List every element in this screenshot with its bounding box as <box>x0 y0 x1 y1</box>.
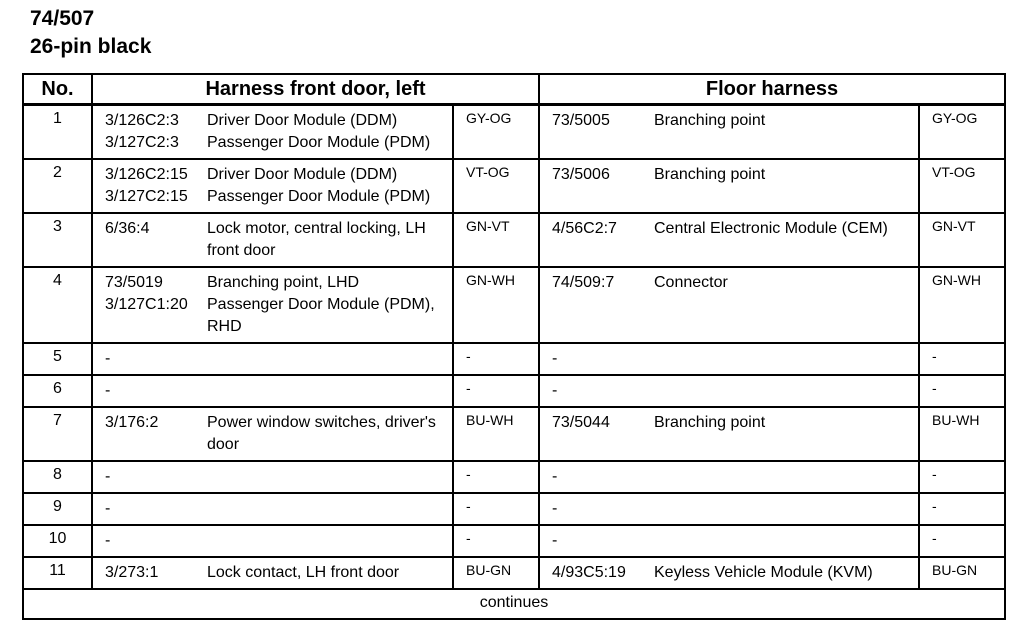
component-description <box>654 348 918 370</box>
left-wire-color: - <box>453 461 539 493</box>
component-code: 3/176:2 <box>105 414 159 431</box>
right-harness-entry <box>540 498 918 520</box>
component-code: - <box>552 382 558 399</box>
pin-assignment-table <box>22 73 1006 620</box>
component-code: - <box>105 468 111 485</box>
component-description: Driver Door Module (DDM) <box>207 112 398 129</box>
component-code: 6/36:4 <box>105 220 150 237</box>
table-row <box>23 213 1005 267</box>
component-description: Branching point, LHD <box>207 274 360 291</box>
component-description <box>654 530 918 552</box>
component-code: 73/5044 <box>552 414 610 431</box>
left-harness-entry <box>93 498 452 520</box>
component-description: Passenger Door Module (PDM) <box>207 188 431 205</box>
component-description <box>207 530 452 552</box>
left-harness-cell <box>92 461 453 493</box>
right-harness-entry <box>540 218 918 240</box>
left-wire-color: GN-VT <box>453 213 539 267</box>
table-row <box>23 493 1005 525</box>
pin-number: 11 <box>23 557 92 589</box>
left-harness-cell <box>92 407 453 461</box>
right-wire-color: GY-OG <box>919 105 1005 160</box>
pin-number: 3 <box>23 213 92 267</box>
component-description: Lock contact, LH front door <box>207 564 400 581</box>
right-wire-color: VT-OG <box>919 159 1005 213</box>
left-wire-color: - <box>453 343 539 375</box>
table-footer-row <box>23 589 1005 619</box>
table-row <box>23 525 1005 557</box>
component-code: 3/127C2:15 <box>105 188 188 205</box>
right-harness-cell <box>539 557 919 589</box>
component-description: Branching point <box>654 112 766 129</box>
column-header-no: No. <box>23 74 92 105</box>
component-code: - <box>552 500 558 517</box>
component-code: 3/127C2:3 <box>105 134 179 151</box>
left-wire-color: VT-OG <box>453 159 539 213</box>
pin-number: 5 <box>23 343 92 375</box>
pin-number: 10 <box>23 525 92 557</box>
column-header-left-harness: Harness front door, left <box>92 74 539 105</box>
component-code: - <box>105 382 111 399</box>
right-wire-color: - <box>919 525 1005 557</box>
column-header-right-harness: Floor harness <box>539 74 1005 105</box>
right-wire-color: GN-WH <box>919 267 1005 343</box>
left-wire-color: - <box>453 493 539 525</box>
right-harness-entry <box>540 110 918 132</box>
left-wire-color: - <box>453 375 539 407</box>
component-code: 74/509:7 <box>552 274 615 291</box>
connector-id: 74/507 <box>30 7 95 30</box>
left-harness-entry <box>93 530 452 552</box>
table-row <box>23 343 1005 375</box>
right-harness-cell <box>539 375 919 407</box>
right-harness-cell <box>539 343 919 375</box>
document-heading <box>30 5 151 61</box>
component-code: - <box>105 500 111 517</box>
component-code: - <box>552 532 558 549</box>
left-harness-entry <box>93 186 452 208</box>
component-code: 73/5019 <box>105 274 163 291</box>
component-code: 3/127C1:20 <box>105 296 188 313</box>
right-harness-entry <box>540 164 918 186</box>
component-code: - <box>105 532 111 549</box>
left-wire-color: BU-GN <box>453 557 539 589</box>
component-code: 73/5005 <box>552 112 610 129</box>
table-row <box>23 557 1005 589</box>
left-harness-entry <box>93 218 452 262</box>
left-harness-cell <box>92 159 453 213</box>
component-description: Power window switches, driver's door <box>207 414 436 453</box>
component-code: 73/5006 <box>552 166 610 183</box>
component-description <box>654 380 918 402</box>
left-harness-entry <box>93 562 452 584</box>
right-harness-entry <box>540 530 918 552</box>
table-row <box>23 461 1005 493</box>
component-code: 3/126C2:15 <box>105 166 188 183</box>
component-description: Branching point <box>654 166 766 183</box>
left-harness-cell <box>92 267 453 343</box>
right-wire-color: - <box>919 375 1005 407</box>
pin-number: 4 <box>23 267 92 343</box>
right-wire-color: BU-WH <box>919 407 1005 461</box>
right-wire-color: GN-VT <box>919 213 1005 267</box>
component-description <box>207 380 452 402</box>
right-harness-cell <box>539 213 919 267</box>
component-description: Driver Door Module (DDM) <box>207 166 398 183</box>
component-description <box>207 466 452 488</box>
component-description: Central Electronic Module (CEM) <box>654 220 888 237</box>
left-harness-entry <box>93 164 452 186</box>
left-harness-cell <box>92 525 453 557</box>
right-harness-cell <box>539 493 919 525</box>
left-harness-entry <box>93 380 452 402</box>
component-description: Lock motor, central locking, LH front door <box>207 220 426 259</box>
component-code: - <box>552 468 558 485</box>
pin-number: 1 <box>23 105 92 160</box>
left-harness-entry <box>93 110 452 132</box>
left-harness-entry <box>93 132 452 154</box>
right-harness-cell <box>539 267 919 343</box>
table-row <box>23 159 1005 213</box>
left-wire-color: GN-WH <box>453 267 539 343</box>
component-description: Branching point <box>654 414 766 431</box>
connector-type: 26-pin black <box>30 35 152 58</box>
component-description <box>654 466 918 488</box>
component-code: 4/56C2:7 <box>552 220 617 237</box>
component-code: 3/273:1 <box>105 564 159 581</box>
table-header-row <box>23 74 1005 105</box>
right-harness-entry <box>540 412 918 434</box>
right-harness-cell <box>539 159 919 213</box>
left-harness-cell <box>92 105 453 160</box>
table-row <box>23 267 1005 343</box>
left-wire-color: - <box>453 525 539 557</box>
component-description <box>207 348 452 370</box>
component-code: - <box>552 350 558 367</box>
left-harness-cell <box>92 557 453 589</box>
component-code: - <box>105 350 111 367</box>
table-row <box>23 375 1005 407</box>
component-description: Passenger Door Module (PDM), RHD <box>207 296 435 335</box>
pin-number: 8 <box>23 461 92 493</box>
component-description: Passenger Door Module (PDM) <box>207 134 431 151</box>
table-row <box>23 407 1005 461</box>
left-harness-entry <box>93 294 452 338</box>
continues-note: continues <box>23 589 1005 619</box>
table-row <box>23 105 1005 160</box>
left-harness-cell <box>92 493 453 525</box>
component-code: 4/93C5:19 <box>552 564 626 581</box>
right-wire-color: BU-GN <box>919 557 1005 589</box>
pin-number: 9 <box>23 493 92 525</box>
pin-number: 7 <box>23 407 92 461</box>
left-wire-color: BU-WH <box>453 407 539 461</box>
component-description: Keyless Vehicle Module (KVM) <box>654 564 873 581</box>
left-harness-cell <box>92 213 453 267</box>
right-harness-entry <box>540 348 918 370</box>
right-harness-entry <box>540 380 918 402</box>
left-harness-cell <box>92 343 453 375</box>
component-description <box>207 498 452 520</box>
pin-number: 6 <box>23 375 92 407</box>
component-description <box>654 498 918 520</box>
right-harness-cell <box>539 461 919 493</box>
pin-number: 2 <box>23 159 92 213</box>
right-wire-color: - <box>919 461 1005 493</box>
left-harness-entry <box>93 272 452 294</box>
left-harness-entry <box>93 412 452 456</box>
right-harness-cell <box>539 525 919 557</box>
left-harness-cell <box>92 375 453 407</box>
table-body <box>23 105 1005 590</box>
component-description: Connector <box>654 274 728 291</box>
right-harness-entry <box>540 466 918 488</box>
right-harness-entry <box>540 562 918 584</box>
right-harness-entry <box>540 272 918 294</box>
left-harness-entry <box>93 466 452 488</box>
left-wire-color: GY-OG <box>453 105 539 160</box>
component-code: 3/126C2:3 <box>105 112 179 129</box>
left-harness-entry <box>93 348 452 370</box>
right-wire-color: - <box>919 493 1005 525</box>
right-harness-cell <box>539 105 919 160</box>
right-harness-cell <box>539 407 919 461</box>
right-wire-color: - <box>919 343 1005 375</box>
